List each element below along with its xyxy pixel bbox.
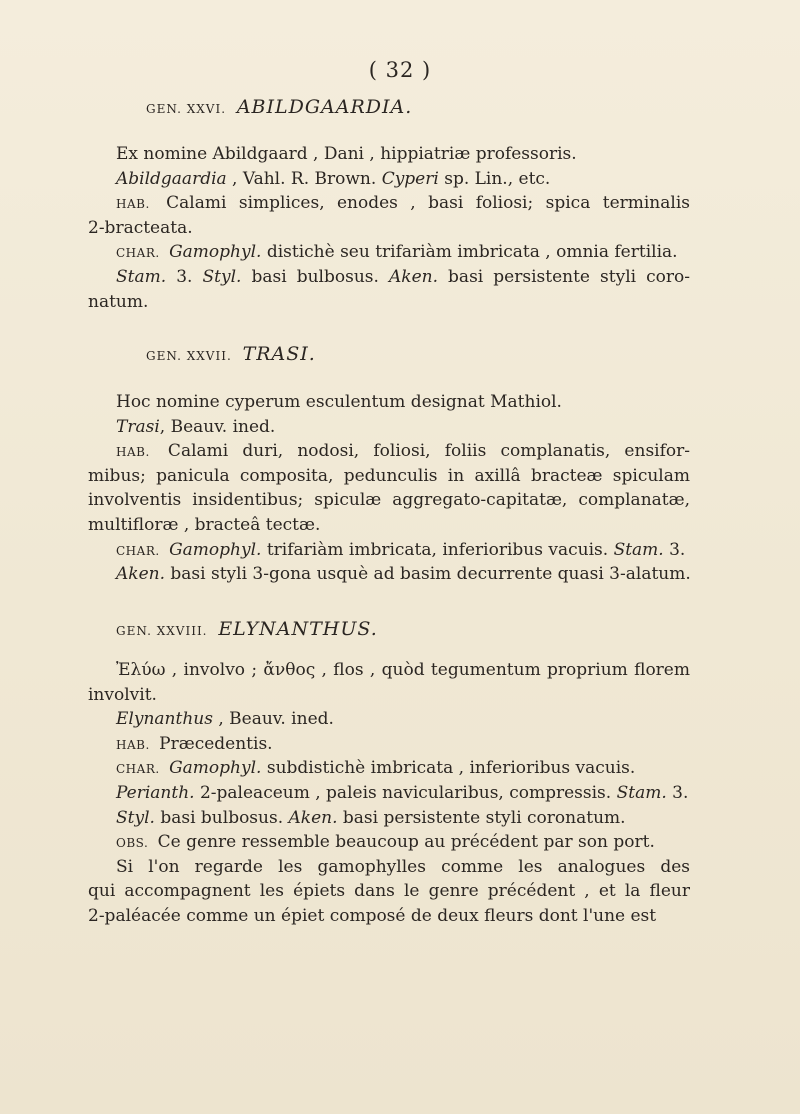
text-run: Præcedentis. [153, 733, 273, 754]
text-run: Hoc nomine cyperum esculentum designat Mathiol. [116, 392, 562, 412]
genus-label: GEN. XXVI. [146, 102, 231, 116]
italic-term: Elynanthus [116, 709, 213, 730]
text-run: , Vahl. R. Brown. [226, 168, 382, 189]
italic-term: Trasi [116, 416, 160, 437]
italic-term: Aken. [288, 807, 338, 828]
text-line [116, 806, 690, 830]
genus-label: GEN. XXVII. [146, 349, 237, 363]
text-run: Ἐλύω , involvo ; ἄνθος , flos , quòd tegumentum proprium florem [116, 660, 690, 680]
section-label: HAB. [116, 197, 150, 212]
italic-term: Perianth. [116, 783, 195, 803]
genus-title: ABILDGAARDIA. [236, 96, 413, 118]
text-line [116, 240, 690, 265]
text-line [88, 216, 690, 240]
text-run: , Beauv. ined. [212, 709, 334, 730]
text-line [116, 658, 690, 683]
text-line [88, 904, 690, 928]
text-line [116, 265, 690, 290]
text-run: mibus; panicula composita, pedunculis in axillâ bracteæ spiculam [88, 465, 690, 486]
genus-title: ELYNANTHUS. [218, 618, 378, 640]
italic-term: Gamophyl. [169, 539, 262, 560]
text-line [116, 167, 690, 191]
text-line [116, 781, 690, 805]
section-label: CHAR. [116, 543, 160, 558]
text-run: subdistichè imbricata , inferioribus vacuis. [261, 758, 636, 779]
genus-heading [116, 618, 378, 640]
text-run: involvit. [88, 684, 157, 705]
text-run: trifariàm imbricata, inferioribus vacuis. [261, 539, 614, 560]
text-line [116, 191, 690, 216]
text-run: Calami simplices, enodes , basi foliosi; spica terminalis [153, 193, 690, 214]
text-line [88, 879, 690, 904]
italic-term: Stam. [616, 783, 667, 803]
text-run: 3. [666, 783, 689, 803]
text-line [88, 683, 690, 707]
italic-term: Aken. [116, 564, 165, 585]
italic-term: Abildgaardia [116, 168, 227, 189]
text-line [116, 415, 690, 439]
text-run: basi bulbosus. [154, 807, 289, 828]
italic-term: Stam. [613, 539, 664, 560]
text-line [88, 513, 690, 537]
italic-term: Gamophyl. [169, 758, 262, 779]
text-run: 2-bracteata. [88, 217, 193, 238]
text-run: Calami duri, nodosi, foliosi, foliis complanatis, ensifor- [153, 441, 690, 462]
text-run: multifloræ , bracteâ tectæ. [88, 515, 321, 535]
text-run: involventis insidentibus; spiculæ aggregato-capitatæ, complanatæ, [88, 490, 690, 511]
text-line [116, 855, 690, 880]
section-label: OBS. [116, 836, 149, 851]
text-run: basi styli 3-gona usquè ad basim decurrente quasi 3-alatum. [165, 564, 691, 585]
italic-term: Gamophyl. [169, 242, 262, 263]
text-run: 2-paleaceum , paleis navicularibus, compressis. [194, 783, 617, 803]
text-line [88, 290, 690, 314]
text-line [116, 756, 690, 781]
section-label: HAB. [116, 445, 150, 460]
italic-term: Aken. [388, 267, 438, 287]
text-run: 3. [663, 539, 686, 560]
text-line [116, 390, 690, 414]
text-run: basi persistente styli coro- [437, 267, 690, 287]
text-run: 2-paléacée comme un épiet composé de deux fleurs dont l'une est [88, 906, 657, 926]
text-run: basi bulbosus. [241, 267, 389, 287]
text-line [116, 707, 690, 731]
text-line [116, 562, 690, 586]
italic-term: Stam. [116, 267, 167, 287]
text-line [116, 732, 690, 757]
text-run: sp. Lin., etc. [438, 168, 551, 189]
genus-label: GEN. XXVIII. [116, 624, 213, 638]
italic-term: Cyperi [381, 168, 439, 189]
genus-heading [146, 96, 412, 118]
text-run: , Beauv. ined. [159, 416, 276, 437]
text-line [116, 538, 690, 563]
text-run: natum. [88, 291, 149, 312]
text-run: distichè seu trifariàm imbricata , omnia fertilia. [261, 242, 678, 263]
italic-term: Styl. [116, 807, 155, 828]
text-line [116, 439, 690, 464]
text-run: Ex nomine Abildgaard , Dani , hippiatriæ professoris. [116, 144, 577, 164]
section-label: CHAR. [116, 762, 160, 777]
text-run: basi persistente styli coronatum. [337, 807, 626, 828]
text-run: Ce genre ressemble beaucoup au précédent par son port. [152, 832, 655, 853]
text-run: 3. [166, 267, 203, 287]
genus-heading [146, 343, 316, 365]
section-label: HAB. [116, 737, 150, 752]
page-number: ( 32 ) [368, 58, 432, 82]
text-line [88, 464, 690, 489]
text-run: qui accompagnent les épiets dans le genre précédent , et la fleur [88, 881, 690, 902]
text-run: Si l'on regarde les gamophylles comme les analogues des [116, 856, 690, 877]
text-line [116, 830, 690, 855]
text-line [88, 488, 690, 513]
section-label: CHAR. [116, 246, 160, 261]
text-line [116, 142, 690, 166]
italic-term: Styl. [202, 267, 242, 287]
genus-title: TRASI. [242, 343, 316, 365]
